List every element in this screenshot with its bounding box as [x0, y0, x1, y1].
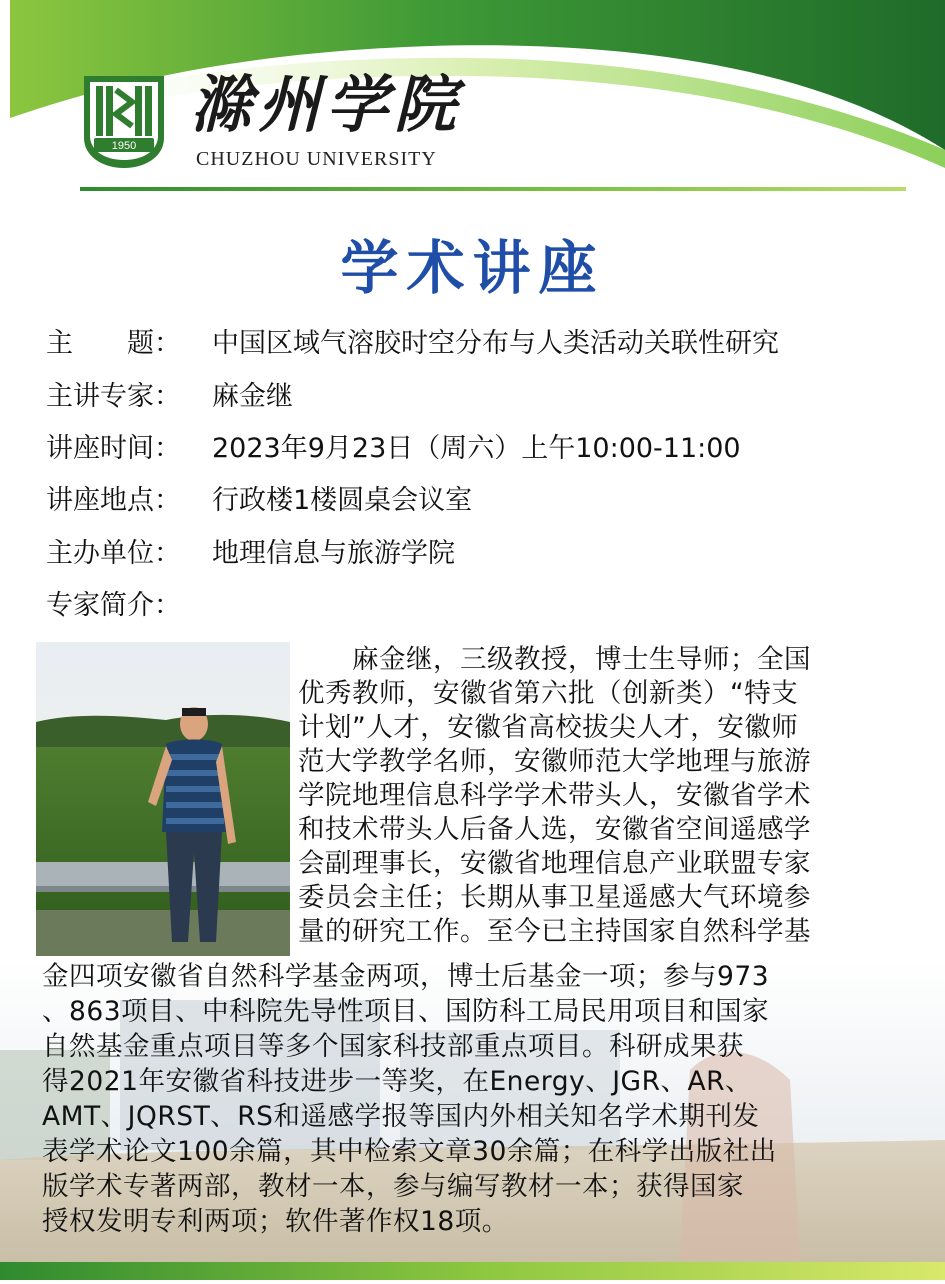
bio-line: 优秀教师，安徽省第六批（创新类）“特支: [298, 678, 799, 709]
emblem-year: 1950: [111, 140, 137, 152]
footer-stripe: [0, 1262, 945, 1280]
bio-line: 和技术带头人后备人选，安徽省空间遥感学: [298, 814, 811, 845]
bio-line: 表学术论文100余篇，其中检索文章30余篇；在科学出版社出: [42, 1136, 777, 1167]
info-label: 主办单位：: [46, 538, 181, 569]
bio-line: 学院地理信息科学学术带头人，安徽省学术: [298, 780, 811, 811]
info-value: 2023年9月23日（周六）上午10:00-11:00: [212, 433, 741, 464]
bio-line: 自然基金重点项目等多个国家科技部重点项目。科研成果获: [42, 1031, 744, 1062]
bio-line: 量的研究工作。至今已主持国家自然科学基: [298, 916, 811, 947]
university-name-en: CHUZHOU UNIVERSITY: [196, 148, 437, 170]
info-row-speaker: [46, 380, 293, 414]
bio-line: 版学术专著两部，教材一本，参与编写教材一本；获得国家: [42, 1171, 744, 1202]
bio-line: 委员会主任；长期从事卫星遥感大气环境参: [298, 882, 811, 913]
bio-line: 授权发明专利两项；软件著作权18项。: [42, 1206, 509, 1237]
bio-line: 金四项安徽省自然科学基金两项，博士后基金一项；参与973: [42, 961, 770, 992]
page-title: 学术讲座: [340, 234, 605, 302]
header-divider: [80, 187, 906, 191]
info-value: 麻金继: [212, 381, 293, 412]
bio-line: 、863项目、中科院先导性项目、国防科工局民用项目和国家: [42, 996, 770, 1027]
info-row-venue: [46, 484, 472, 518]
info-label: 讲座时间：: [46, 433, 181, 464]
university-emblem-icon: [80, 74, 168, 170]
bio-line: 得2021年安徽省科技进步一等奖，在Energy、JGR、AR、: [42, 1066, 753, 1097]
info-row-topic: [46, 327, 779, 361]
speaker-photo: [36, 642, 290, 956]
info-row-bio-heading: [46, 589, 212, 623]
info-row-time: [46, 432, 741, 466]
info-value: 地理信息与旅游学院: [212, 538, 455, 569]
info-value: 中国区域气溶胶时空分布与人类活动关联性研究: [212, 328, 779, 359]
info-row-host: [46, 537, 455, 571]
bio-line: 范大学教学名师，安徽师范大学地理与旅游: [298, 746, 811, 777]
bio-line: AMT、JQRST、RS和遥感学报等国内外相关知名学术期刊发: [42, 1101, 760, 1132]
header-banner: [0, 0, 945, 240]
info-label: 主讲专家：: [46, 381, 181, 412]
info-label: 讲座地点：: [46, 485, 181, 516]
info-label: 主 题：: [46, 328, 181, 359]
info-value: 行政楼1楼圆桌会议室: [212, 485, 473, 516]
bio-line: 会副理事长，安徽省地理信息产业联盟专家: [298, 848, 811, 879]
bio-line: 计划”人才，安徽省高校拔尖人才，安徽师: [298, 712, 799, 743]
university-name-cn: 滁州学院: [190, 68, 463, 141]
info-label: 专家简介：: [46, 590, 181, 621]
bio-line: 麻金继，三级教授，博士生导师；全国: [298, 644, 811, 675]
